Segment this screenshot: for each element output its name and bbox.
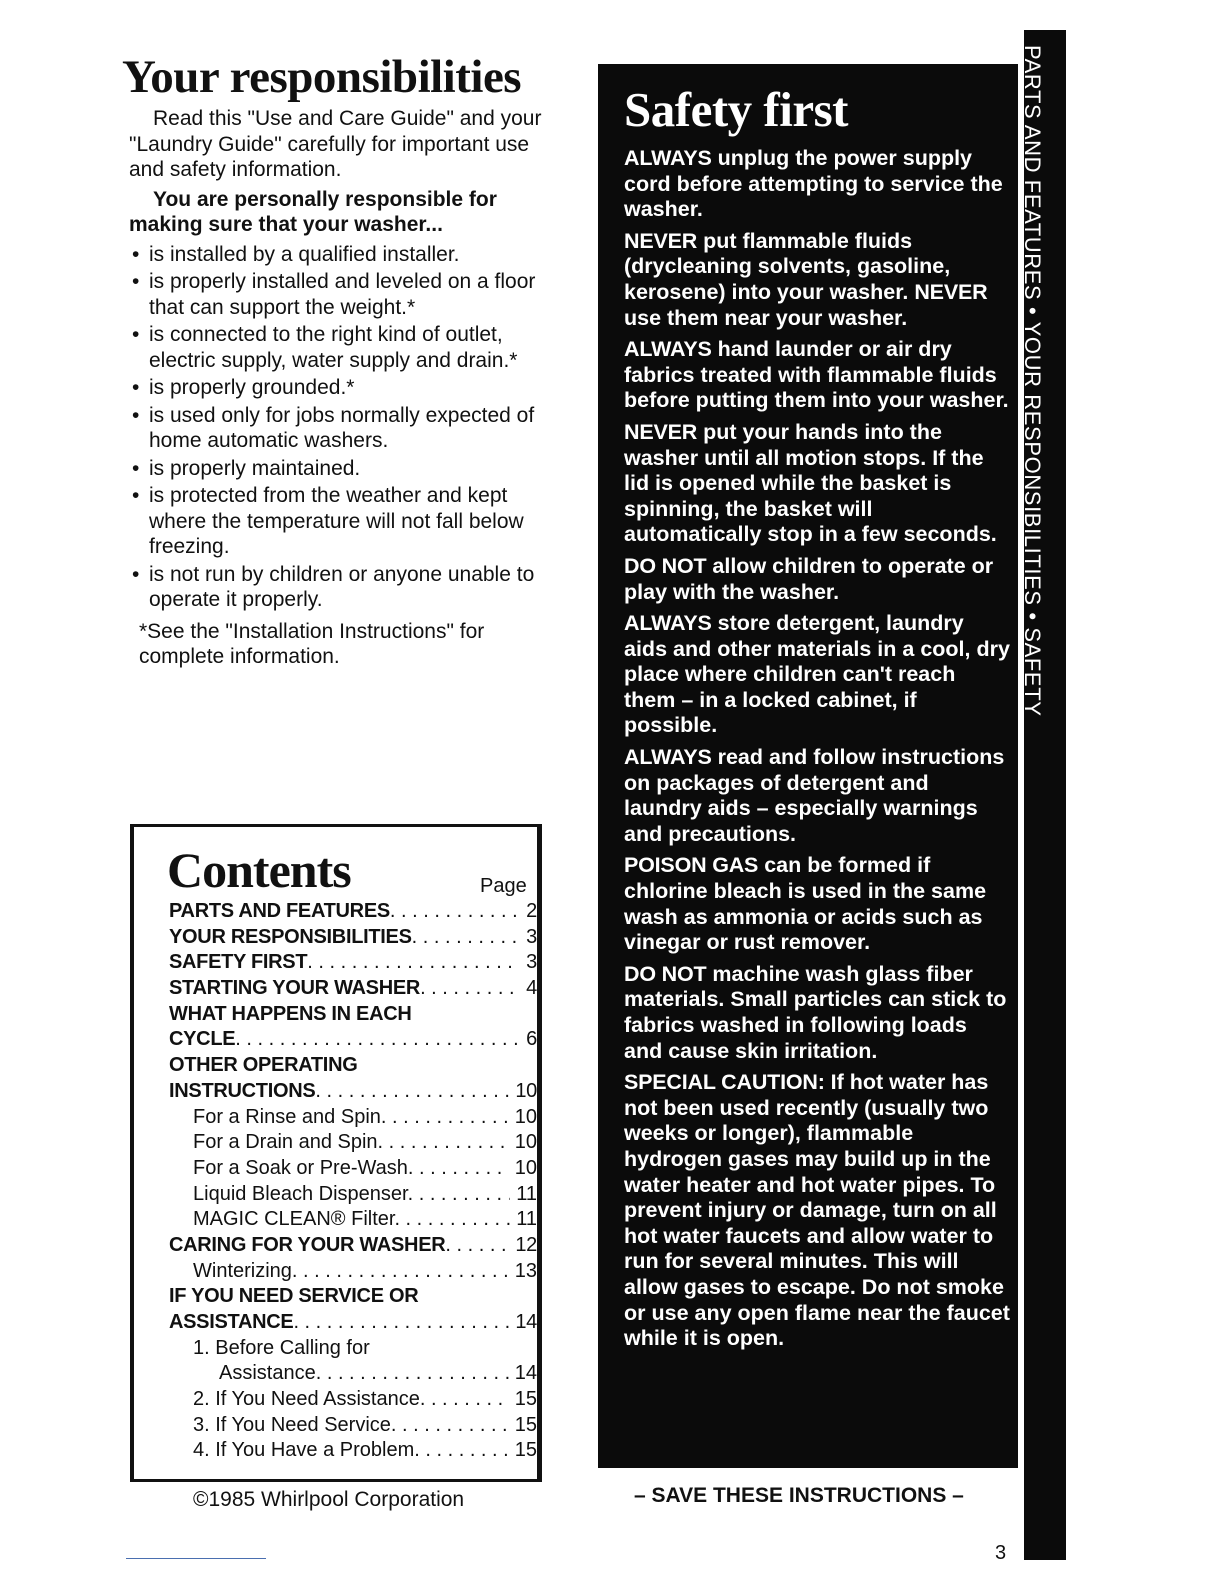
safety-warning: ALWAYS store detergent, laundry aids and other materials in a cool, dry place where children can't reach them – in a locked cabinet, if possible. <box>624 611 1010 738</box>
safety-warning: ALWAYS unplug the power supply cord before attempting to service the washer. <box>624 146 1003 222</box>
responsibilities-list <box>129 242 569 613</box>
page-column-label: Page <box>480 875 527 897</box>
safety-warning: ALWAYS hand launder or air dry fabrics treated with flammable fluids before putting them into your washer. <box>624 337 1009 413</box>
toc-row[interactable]: MAGIC CLEAN® Filter . . . 11 <box>169 1207 537 1233</box>
responsibilities-intro: Read this "Use and Care Guide" and your "Laundry Guide" carefully for important use and safety information. <box>129 107 542 181</box>
list-item: • is properly installed and leveled on a floor that can support the weight.* <box>129 269 569 320</box>
toc-row[interactable]: Liquid Bleach Dispenser . . . 11 <box>169 1182 537 1208</box>
safety-warning: DO NOT allow children to operate or play with the washer. <box>624 553 994 604</box>
toc-row[interactable]: CARING FOR YOUR WASHER . . . 12 <box>169 1233 537 1259</box>
responsibilities-section <box>129 106 569 670</box>
safety-panel <box>598 64 1018 1468</box>
safety-warning: POISON GAS can be formed if chlorine bleach is used in the same wash as ammonia or acids such as vinegar or rust remover. <box>624 853 987 955</box>
table-of-contents <box>169 899 537 1464</box>
toc-row[interactable]: PARTS AND FEATURES . . . 2 <box>169 899 537 925</box>
footer-rule <box>126 1558 266 1559</box>
safety-warning: ALWAYS read and follow instructions on packages of detergent and laundry aids – especially warnings and precautions. <box>624 745 1005 846</box>
list-item: • is not run by children or anyone unable to operate it properly. <box>129 562 569 613</box>
toc-row[interactable]: SAFETY FIRST . . . 3 <box>169 950 537 976</box>
toc-row[interactable]: ASSISTANCE . . . 14 <box>169 1310 537 1336</box>
copyright-notice: ©1985 Whirlpool Corporation <box>193 1488 465 1511</box>
save-instructions-note: – SAVE THESE INSTRUCTIONS – <box>634 1484 964 1507</box>
toc-row[interactable]: 2. If You Need Assistance . . . 15 <box>169 1387 537 1413</box>
toc-row[interactable]: For a Soak or Pre-Wash . . . 10 <box>169 1156 537 1182</box>
list-item: • is installed by a qualified installer. <box>129 242 569 268</box>
list-item: • is properly maintained. <box>129 456 569 482</box>
list-item: • is protected from the weather and kept where the temperature will not fall below freezing. <box>129 483 569 560</box>
list-item: • is properly grounded.* <box>129 375 569 401</box>
list-item: • is used only for jobs normally expected of home automatic washers. <box>129 403 569 454</box>
toc-row[interactable]: Assistance . . . 14 <box>169 1361 537 1387</box>
toc-row[interactable]: INSTRUCTIONS . . . 10 <box>169 1079 537 1105</box>
toc-row[interactable]: STARTING YOUR WASHER . . . 4 <box>169 976 537 1002</box>
safety-warning: NEVER put your hands into the washer until all motion stops. If the lid is opened while the basket is spinning, the basket will automatically stop in a few seconds. <box>624 419 997 547</box>
toc-row: IF YOU NEED SERVICE OR <box>169 1285 419 1308</box>
toc-row: 1. Before Calling for <box>193 1336 370 1359</box>
toc-row[interactable]: YOUR RESPONSIBILITIES . . . 3 <box>169 925 537 951</box>
toc-row[interactable]: CYCLE . . . 6 <box>169 1027 537 1053</box>
safety-title: Safety first <box>624 82 848 137</box>
toc-row[interactable]: 4. If You Have a Problem . . . 15 <box>169 1438 537 1464</box>
contents-box <box>130 824 542 1482</box>
toc-row: WHAT HAPPENS IN EACH <box>169 1002 412 1025</box>
list-item: • is connected to the right kind of outlet, electric supply, water supply and drain.* <box>129 322 569 373</box>
page-number: 3 <box>995 1542 1007 1564</box>
contents-title: Contents <box>167 842 351 898</box>
toc-row[interactable]: Winterizing . . . 13 <box>169 1259 537 1285</box>
safety-warning: DO NOT machine wash glass fiber materials. Small particles can stick to fabrics washed in following loads and cause skin irritation. <box>624 961 1007 1063</box>
toc-row[interactable]: For a Rinse and Spin . . . 10 <box>169 1105 537 1131</box>
toc-row[interactable]: 3. If You Need Service . . . 15 <box>169 1413 537 1439</box>
responsibilities-lead: You are personally responsible for making sure that your washer... <box>129 187 497 236</box>
toc-row: OTHER OPERATING <box>169 1054 358 1077</box>
safety-warning: SPECIAL CAUTION: If hot water has not been used recently (usually two weeks or longer), flammable hydrogen gases may build up in the water heater and hot water pipes. To prevent injury or damage, turn on all hot water faucets and allow water to run for several minutes. This will allow gases to escape. Do not smoke or use any open flame near the faucet while it is open. <box>624 1070 1010 1351</box>
toc-row[interactable]: For a Drain and Spin . . . 10 <box>169 1130 537 1156</box>
installation-footnote: *See the "Installation Instructions" for complete information. <box>139 619 485 668</box>
safety-warning: NEVER put flammable fluids (drycleaning solvents, gasoline, kerosene) into your washer. NEVER use them near your washer. <box>624 228 988 330</box>
responsibilities-title: Your responsibilities <box>122 51 522 103</box>
